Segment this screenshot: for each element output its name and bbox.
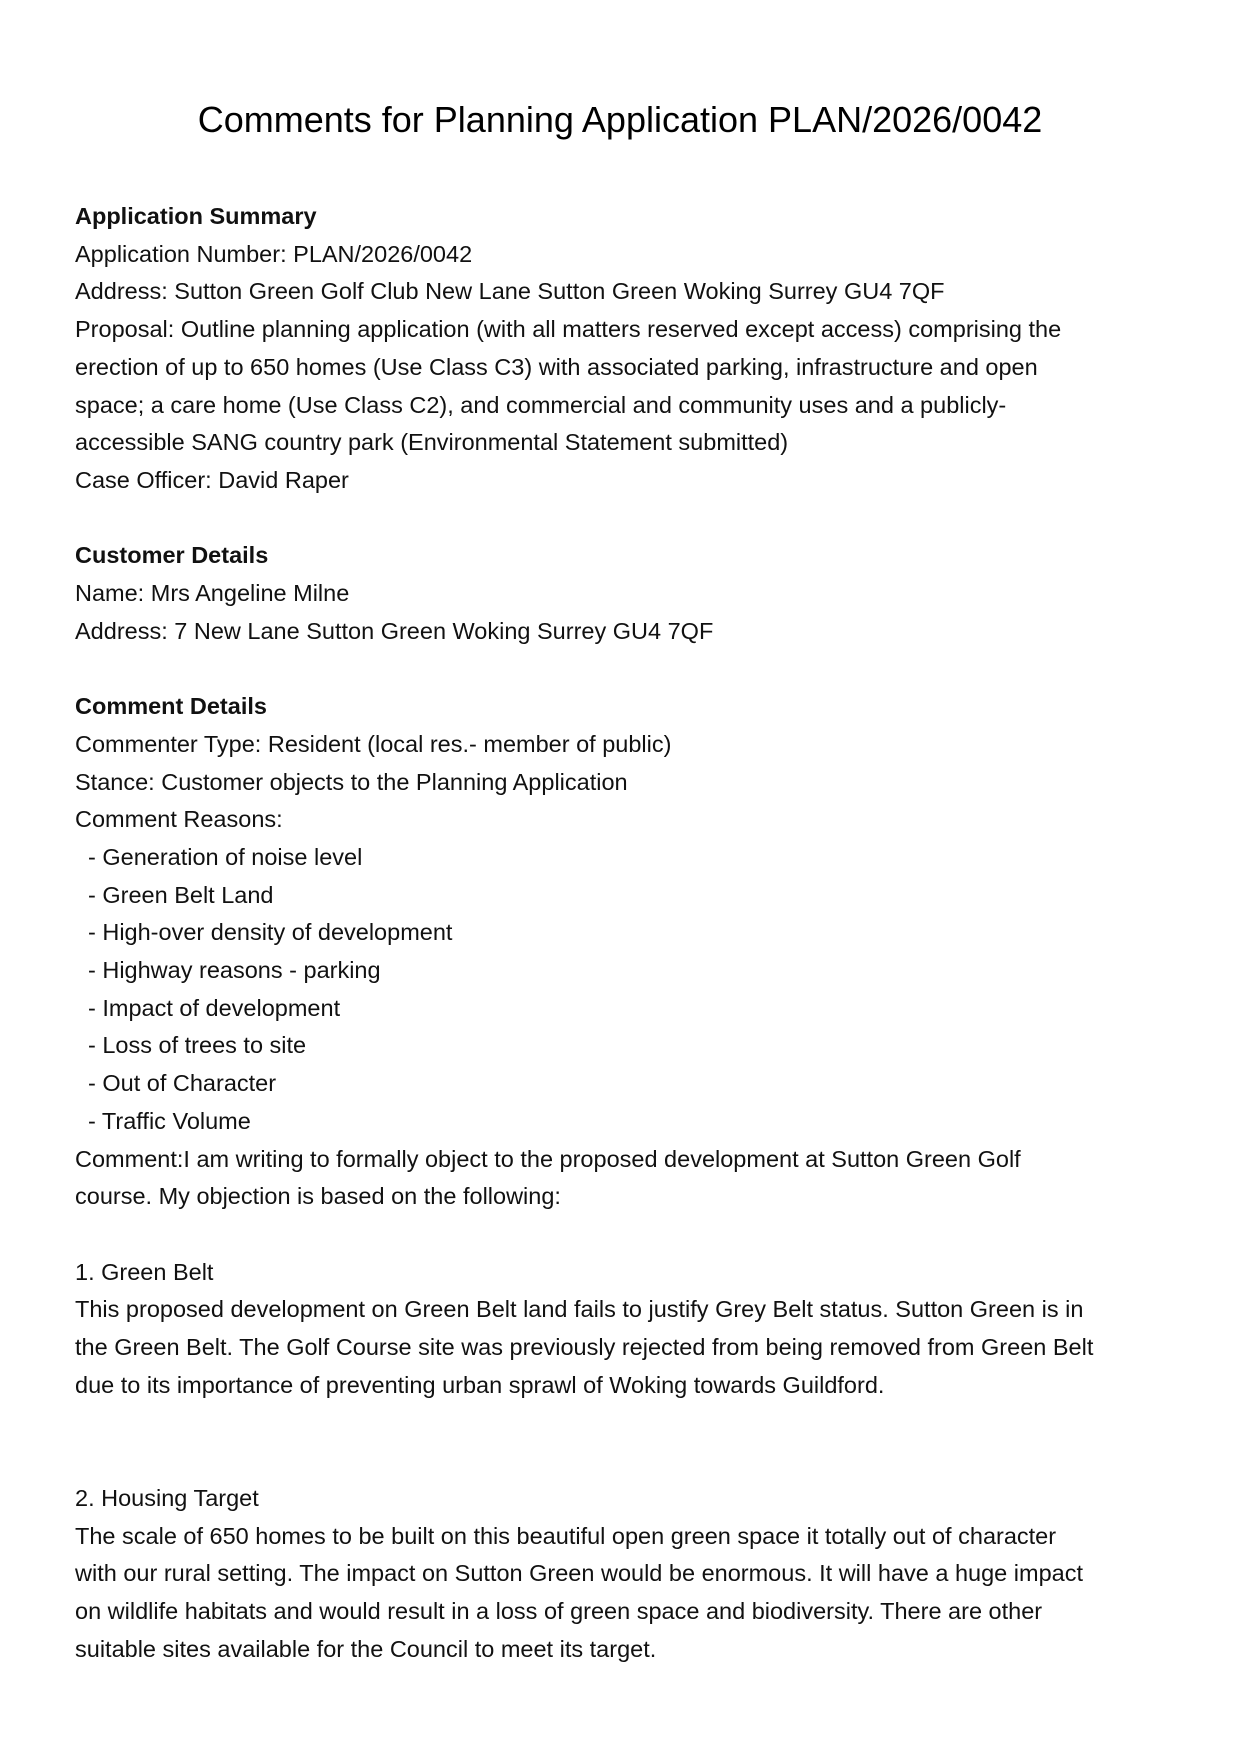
customer-address-label: Address: (75, 617, 168, 644)
case-officer-label: Case Officer: (75, 466, 212, 493)
application-address-label: Address: (75, 278, 168, 305)
comment-intro-text-1: I am writing to formally object to the proposed development at Sutton Green Golf (183, 1145, 1021, 1172)
customer-name (75, 575, 1175, 613)
application-summary-heading: Application Summary (75, 203, 317, 229)
spacer (75, 650, 1175, 688)
comment-reason-item: - Out of Character (88, 1070, 277, 1097)
customer-name-label: Name: (75, 580, 145, 607)
document-content (75, 198, 1175, 1668)
comment-reason-item: - High-over density of development (88, 919, 453, 946)
comment-details-heading: Comment Details (75, 693, 267, 720)
section-housing-target-line-3: on wildlife habitats and would result in a loss of green space and biodiversity. There are other (75, 1597, 1043, 1624)
application-number-label: Application Number: (75, 240, 287, 267)
section-housing-target-line-4: suitable sites available for the Council to meet its target. (75, 1635, 657, 1662)
proposal-label: Proposal: (75, 316, 175, 343)
section-housing-target-line-2: with our rural setting. The impact on Sutton Green would be enormous. It will have a huge impact (75, 1560, 1083, 1587)
section-green-belt-line-3: due to its importance of preventing urban sprawl of Woking towards Guildford. (75, 1371, 885, 1398)
proposal-line-4: accessible SANG country park (Environmental Statement submitted) (75, 429, 789, 456)
section-housing-target-line-1: The scale of 650 homes to be built on this beautiful open green space it totally out of character (75, 1522, 1057, 1549)
stance-label: Stance: (75, 768, 155, 795)
section-title-housing-target: 2. Housing Target (75, 1484, 259, 1511)
customer-address (75, 613, 1175, 651)
customer-address-value: 7 New Lane Sutton Green Woking Surrey GU4 7QF (174, 617, 714, 644)
commenter-type-value: Resident (local res.- member of public) (267, 730, 672, 757)
spacer (75, 500, 1175, 538)
proposal-line-2: erection of up to 650 homes (Use Class C3) with associated parking, infrastructure and open (75, 353, 1038, 380)
spacer (75, 1216, 1175, 1254)
comment-reason-item: - Generation of noise level (88, 843, 363, 870)
page-title: Comments for Planning Application PLAN/2026/0042 (197, 99, 1043, 140)
proposal-text-1: Outline planning application (with all matters reserved except access) comprising the (180, 316, 1062, 343)
application-address (75, 273, 1175, 311)
section-title-green-belt: 1. Green Belt (75, 1258, 214, 1285)
comment-reason-item: - Highway reasons - parking (88, 957, 381, 984)
comment-reasons-label: Comment Reasons: (75, 806, 283, 833)
section-green-belt-line-1: This proposed development on Green Belt land fails to justify Grey Belt status. Sutton Green is in (75, 1296, 1084, 1323)
case-officer-value: David Raper (218, 466, 349, 493)
comment-label: Comment: (75, 1145, 184, 1172)
commenter-type-label: Commenter Type: (75, 730, 262, 757)
application-number-value: PLAN/2026/0042 (293, 240, 473, 267)
comment-intro-line-1 (75, 1141, 1175, 1179)
application-address-value: Sutton Green Golf Club New Lane Sutton Green Woking Surrey GU4 7QF (174, 278, 945, 305)
comment-reason-item: - Green Belt Land (88, 881, 274, 908)
proposal-line-3: space; a care home (Use Class C2), and commercial and community uses and a publicly- (75, 391, 1007, 418)
customer-details-heading: Customer Details (75, 542, 269, 569)
comment-reason-item: - Impact of development (88, 994, 341, 1021)
commenter-type (75, 726, 1175, 764)
comment-reason-item: - Loss of trees to site (88, 1032, 307, 1059)
comment-intro-line-2: course. My objection is based on the following: (75, 1183, 561, 1210)
application-number (75, 236, 1175, 274)
stance-value: Customer objects to the Planning Application (161, 768, 628, 795)
proposal-line-1 (75, 311, 1175, 349)
spacer (75, 1404, 1175, 1479)
stance (75, 764, 1175, 802)
customer-name-value: Mrs Angeline Milne (150, 580, 350, 607)
case-officer (75, 462, 1175, 500)
section-green-belt-line-2: the Green Belt. The Golf Course site was previously rejected from being removed from Green Belt (75, 1334, 1094, 1361)
comment-reason-item: - Traffic Volume (88, 1107, 251, 1134)
